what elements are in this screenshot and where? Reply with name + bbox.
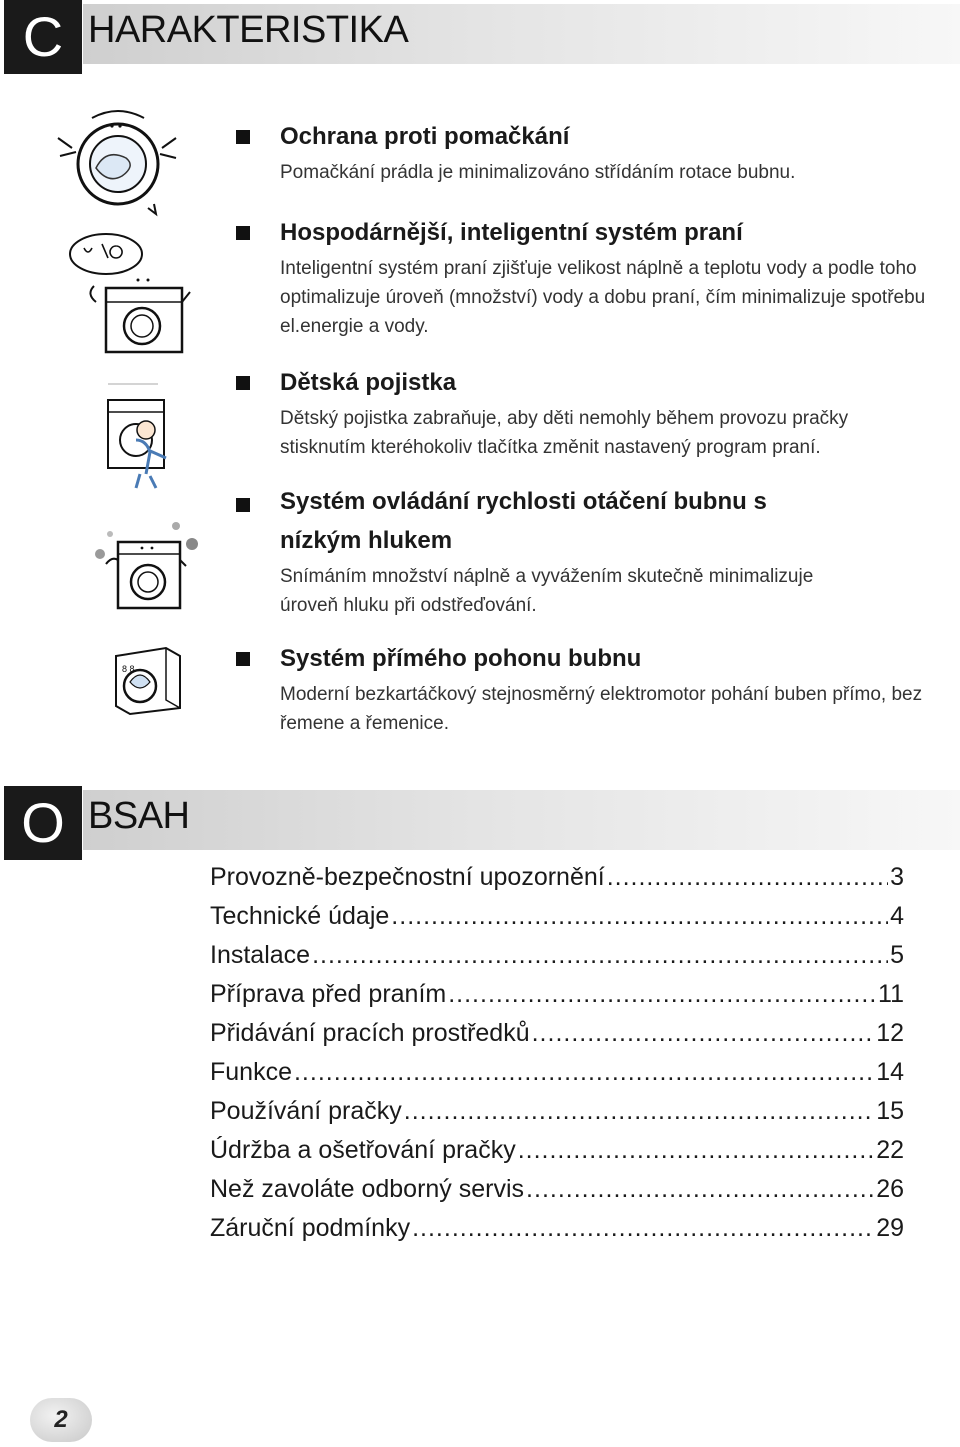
bullet-square [236, 652, 250, 666]
toc-entry[interactable] [210, 936, 904, 975]
toc-entry-label: Používání pračky [210, 1097, 402, 1125]
feature-description: Inteligentní systém praní zjišťuje velikost náplně a teplotu vody a podle toho optimalizuje úroveň (množství) vody a dobu praní, čím minimalizuje spotřebu el.energie a vody. [280, 258, 926, 337]
toc-entry-label: Záruční podmínky [210, 1214, 411, 1242]
header-bar [83, 790, 960, 850]
toc-leader-dots [532, 1014, 875, 1053]
header-title: HARAKTERISTIKA [88, 9, 409, 51]
feature-description: Snímáním množství náplně a vyvážením skutečně minimalizuje úroveň hluku při odstřeďování. [280, 566, 814, 616]
toc-entry[interactable] [210, 1092, 904, 1131]
toc-entry[interactable] [210, 1053, 904, 1092]
toc-entry-page: 14 [876, 1058, 904, 1086]
feature-item [236, 214, 926, 341]
toc-entry-label: Příprava před praním [210, 980, 447, 1008]
header-initial-letter: C [4, 0, 82, 74]
toc-entry[interactable] [210, 1131, 904, 1170]
bullet-square [236, 376, 250, 390]
toc-entry-label: Provozně-bezpečnostní upozornění [210, 863, 605, 891]
feature-title: Systém přímého pohonu bubnu [280, 645, 642, 672]
toc-entry[interactable] [210, 1014, 904, 1053]
toc-leader-dots [404, 1092, 874, 1131]
toc-entry-page: 26 [876, 1175, 904, 1203]
bullet-square [236, 226, 250, 240]
toc-entry-page: 15 [876, 1097, 904, 1125]
section-header-features [0, 0, 960, 74]
feature-title: Hospodárnější, inteligentní systém praní [280, 219, 743, 246]
feature-title: Ochrana proti pomačkání [280, 123, 570, 150]
toc-entry-page: 29 [876, 1214, 904, 1242]
toc-leader-dots [607, 858, 888, 897]
toc-entry-page: 3 [890, 863, 904, 891]
smart-washer-icon [62, 228, 192, 358]
toc-entry-label: Údržba a ošetřování pračky [210, 1136, 516, 1164]
child-lock-icon [100, 380, 180, 496]
svg-text:8 8: 8 8 [122, 664, 135, 674]
tumbling-drum-icon [52, 108, 184, 220]
toc-entry-label: Funkce [210, 1058, 292, 1086]
feature-description: Moderní bezkartáčkový stejnosměrný elektromotor pohání buben přímo, bez řemene a řemenice. [280, 684, 923, 734]
feature-item [236, 118, 926, 187]
feature-item [236, 640, 926, 738]
toc-entry-page: 4 [890, 902, 904, 930]
toc-leader-dots [526, 1170, 874, 1209]
toc-entry-page: 12 [876, 1019, 904, 1047]
header-initial-letter: O [4, 786, 82, 860]
toc-entry-label: Přidávání pracích prostředků [210, 1019, 530, 1047]
toc-leader-dots [518, 1131, 874, 1170]
toc-entry-label: Než zavoláte odborný servis [210, 1175, 525, 1203]
bullet-square [236, 130, 250, 144]
feature-description: Pomačkání prádla je minimalizováno střídáním rotace bubnu. [280, 162, 796, 183]
toc-leader-dots [294, 1053, 874, 1092]
toc-leader-dots [412, 1209, 874, 1248]
toc-entry-label: Instalace [210, 941, 311, 969]
toc-entry[interactable] [210, 975, 904, 1014]
bullet-square [236, 498, 250, 512]
toc-entry[interactable] [210, 858, 904, 897]
feature-item [236, 482, 836, 620]
toc-entry-page: 5 [890, 941, 904, 969]
toc-entry[interactable] [210, 897, 904, 936]
direct-drive-icon [104, 642, 188, 716]
toc-entry-page: 22 [876, 1136, 904, 1164]
feature-title: Dětská pojistka [280, 369, 457, 396]
toc-leader-dots [391, 897, 888, 936]
toc-entry[interactable] [210, 1209, 904, 1248]
header-title: BSAH [88, 795, 190, 837]
page-number: 2 [30, 1398, 92, 1442]
toc-entry-page: 11 [878, 980, 904, 1008]
section-header-contents [0, 786, 960, 860]
toc-entry[interactable] [210, 1170, 904, 1209]
quiet-washer-icon [92, 516, 208, 612]
feature-item [236, 364, 926, 462]
toc-leader-dots [312, 936, 888, 975]
table-of-contents [210, 858, 904, 1248]
toc-entry-label: Technické údaje [210, 902, 390, 930]
toc-leader-dots [448, 975, 876, 1014]
feature-description: Dětský pojistka zabraňuje, aby děti nemohly během provozu pračky stisknutím kteréhokoliv tlačítka změnit nastavený program praní. [280, 408, 849, 458]
feature-title: Systém ovládání rychlosti otáčení bubnu s nízkým hlukem [280, 488, 767, 554]
